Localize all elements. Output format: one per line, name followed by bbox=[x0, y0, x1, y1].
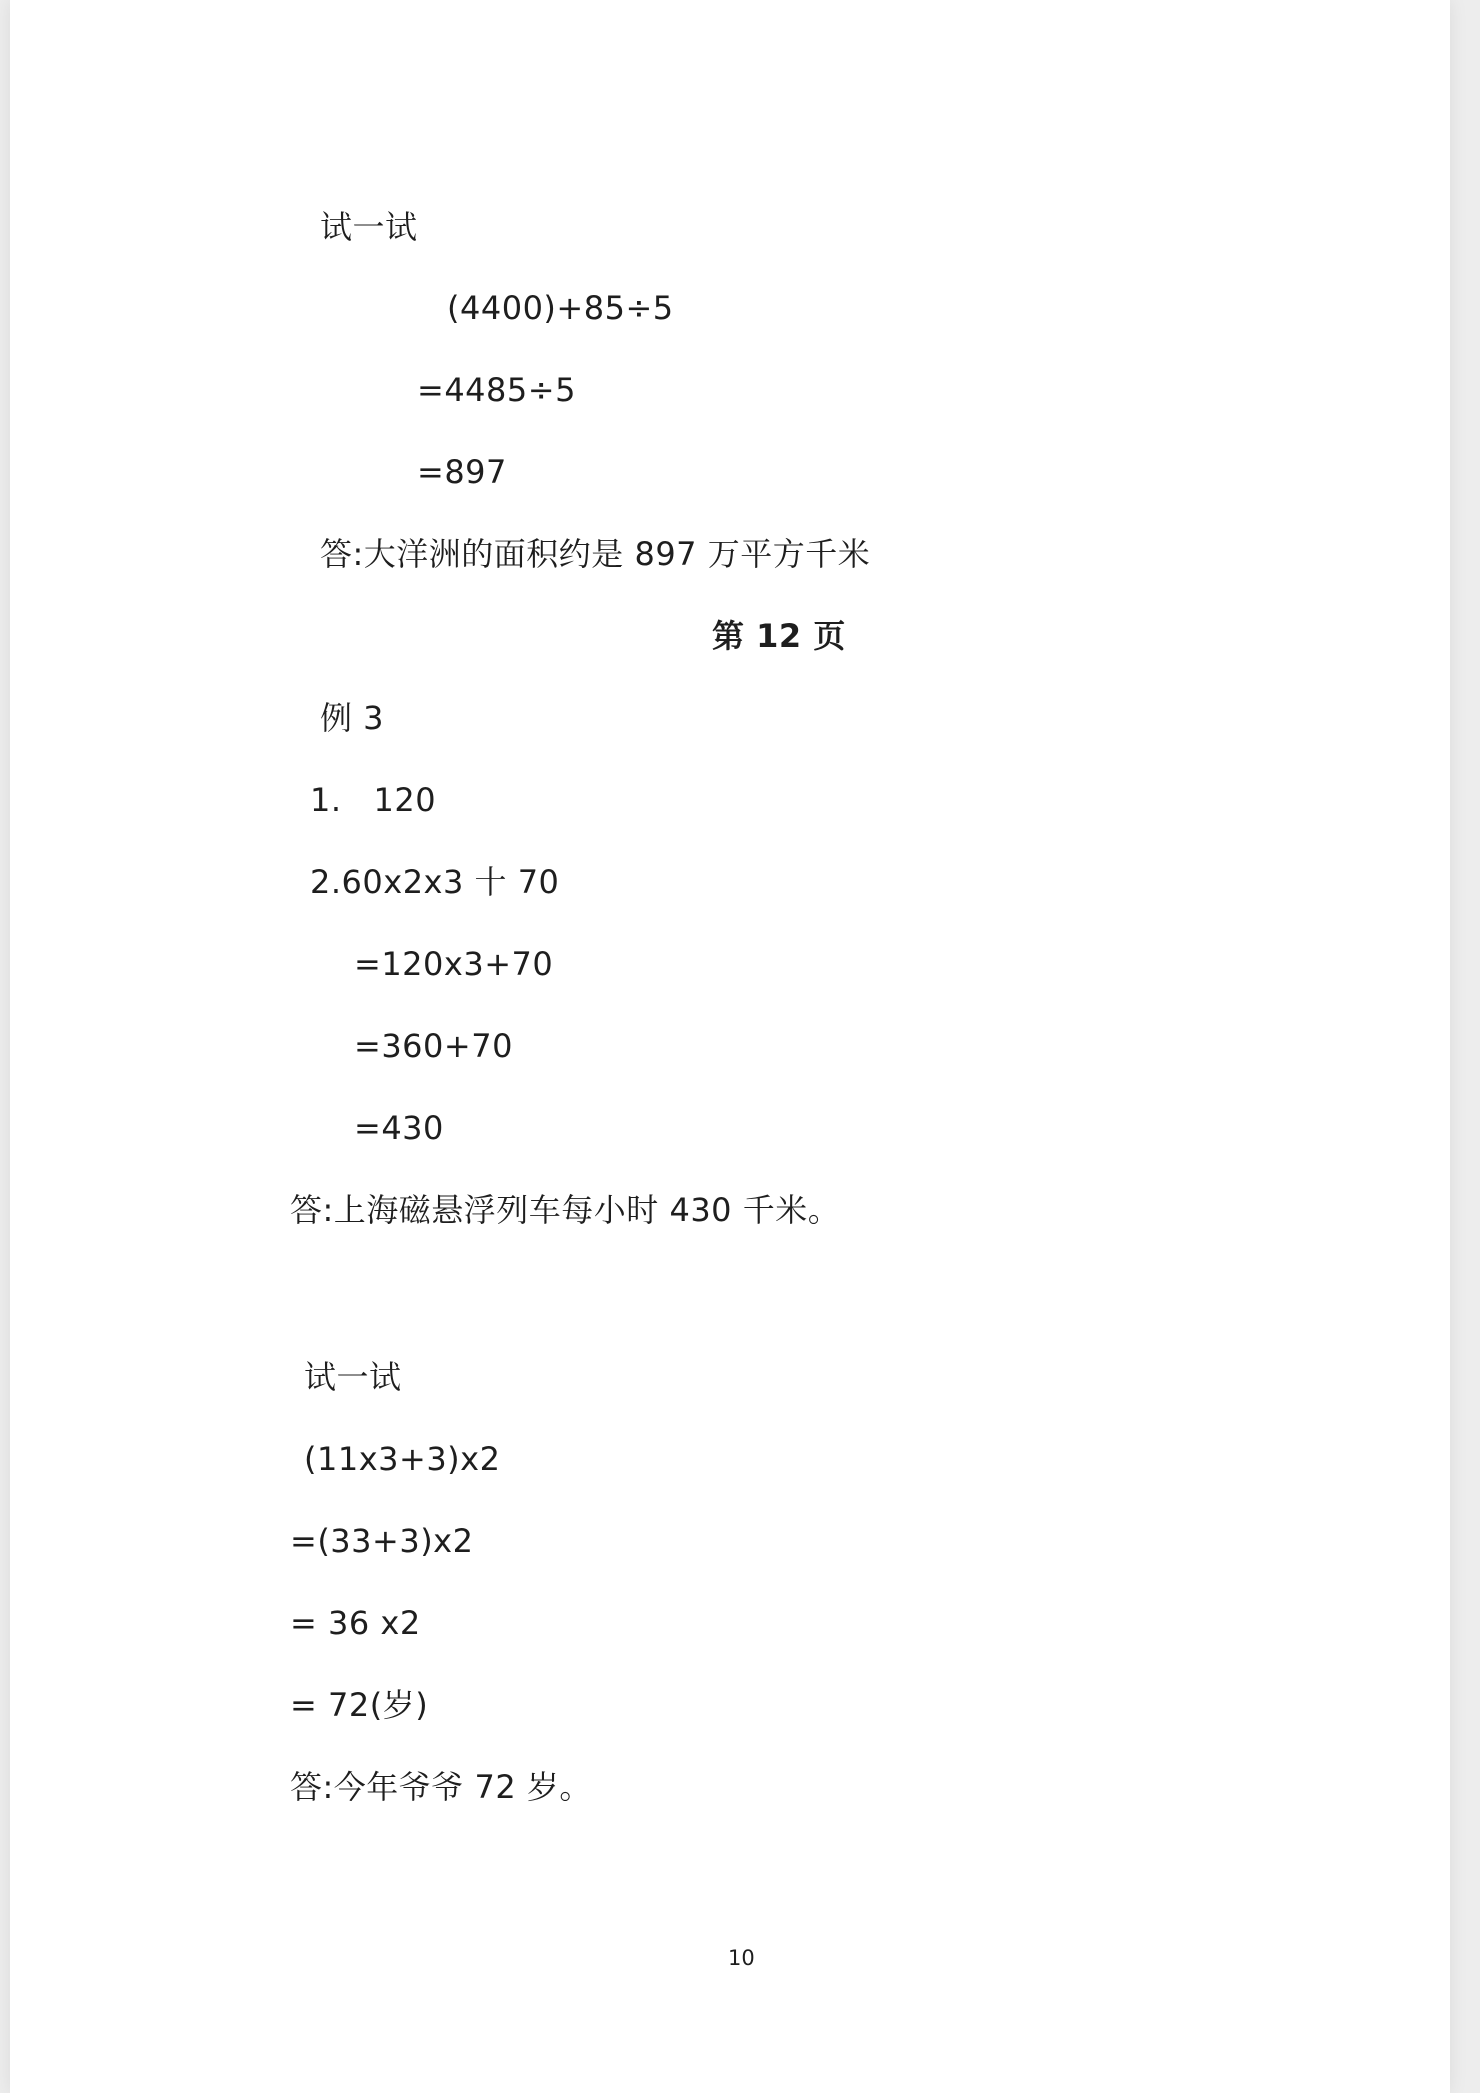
section2-item-1: 1. 120 bbox=[310, 781, 437, 819]
section3-answer: 答:今年爷爷 72 岁。 bbox=[290, 1768, 592, 1806]
section3-title: 试一试 bbox=[304, 1358, 402, 1396]
document-page bbox=[10, 0, 1450, 2093]
section3-line-4: = 72(岁) bbox=[290, 1686, 429, 1724]
section3-line-3: = 36 x2 bbox=[290, 1604, 421, 1642]
section2-title: 例 3 bbox=[320, 699, 385, 737]
section1-line-3: =897 bbox=[417, 453, 507, 491]
section2-item-2-line-4: =430 bbox=[354, 1109, 444, 1147]
section2-item-2-line-2: =120x3+70 bbox=[354, 945, 554, 983]
page-heading: 第 12 页 bbox=[712, 617, 846, 655]
section1-answer: 答:大洋洲的面积约是 897 万平方千米 bbox=[320, 535, 871, 573]
section2-item-2-line-3: =360+70 bbox=[354, 1027, 513, 1065]
section1-line-2: =4485÷5 bbox=[417, 371, 576, 409]
section2-item-2-line-1: 2.60x2x3 十 70 bbox=[310, 863, 560, 901]
page-number: 10 bbox=[728, 1946, 755, 1970]
section3-line-2: =(33+3)x2 bbox=[290, 1522, 474, 1560]
section2-answer: 答:上海磁悬浮列车每小时 430 千米。 bbox=[290, 1191, 841, 1229]
section1-line-1: (4400)+85÷5 bbox=[447, 289, 674, 327]
section1-title: 试一试 bbox=[320, 208, 418, 246]
section3-line-1: (11x3+3)x2 bbox=[304, 1440, 501, 1478]
